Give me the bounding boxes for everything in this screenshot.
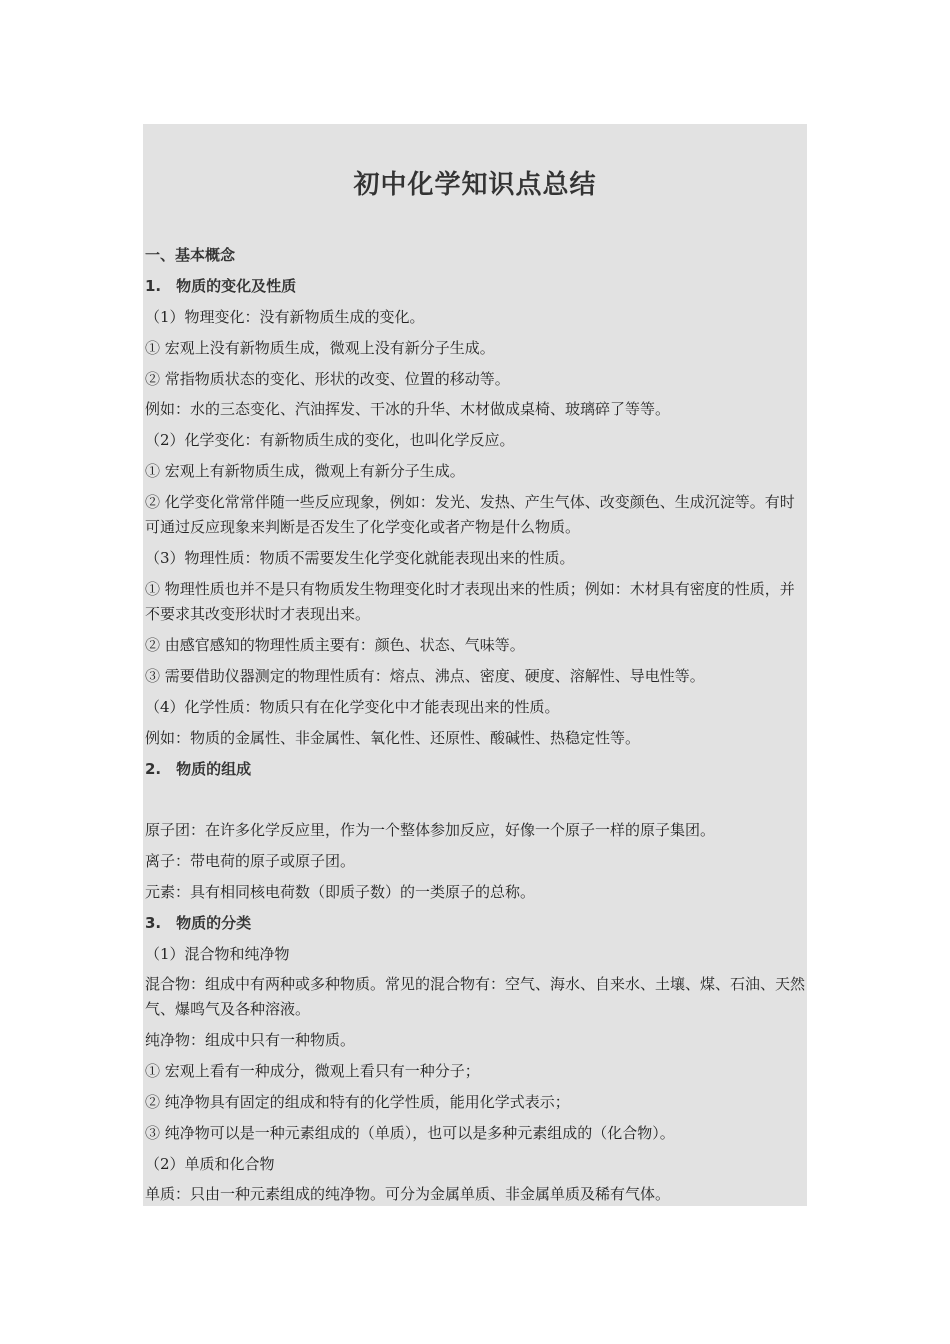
text-line: （2）化学变化：有新物质生成的变化，也叫化学反应。: [145, 431, 515, 449]
text-line: 例如：水的三态变化、汽油挥发、干冰的升华、木材做成桌椅、玻璃碎了等等。: [145, 400, 671, 418]
text-line: ① 宏观上没有新物质生成，微观上没有新分子生成。: [145, 339, 495, 357]
text-paragraph: ② 化学变化常常伴随一些反应现象，例如：发光、发热、产生气体、改变颜色、生成沉淀等。有时可通过反应现象来判断是否发生了化学变化或者产物是什么物质。: [145, 493, 795, 536]
text-paragraph: 混合物：组成中有两种或多种物质。常见的混合物有：空气、海水、自来水、土壤、煤、石油、天然气、爆鸣气及各种溶液。: [145, 975, 806, 1018]
document-title: 初中化学知识点总结: [353, 170, 597, 200]
text-paragraph: ① 物理性质也并不是只有物质发生物理变化时才表现出来的性质；例如：木材具有密度的性质，并不要求其改变形状时才表现出来。: [145, 580, 795, 623]
text-line: （3）物理性质：物质不需要发生化学变化就能表现出来的性质。: [145, 549, 575, 567]
text-line: （2）单质和化合物: [145, 1155, 275, 1173]
text-line: ② 纯净物具有固定的组成和特有的化学性质，能用化学式表示；: [145, 1093, 570, 1111]
text-line: ① 宏观上看有一种成分，微观上看只有一种分子；: [145, 1062, 480, 1080]
subsection-heading-classification: 3. 物质的分类: [145, 914, 252, 932]
text-line: ③ 需要借助仪器测定的物理性质有：熔点、沸点、密度、硬度、溶解性、导电性等。: [145, 667, 705, 685]
text-line: ② 常指物质状态的变化、形状的改变、位置的移动等。: [145, 370, 510, 388]
subsection-heading-composition: 2. 物质的组成: [145, 760, 252, 778]
text-line: （4）化学性质：物质只有在化学变化中才能表现出来的性质。: [145, 698, 560, 716]
text-line: ③ 纯净物可以是一种元素组成的（单质），也可以是多种元素组成的（化合物）。: [145, 1124, 675, 1142]
text-line: （1）混合物和纯净物: [145, 945, 290, 963]
text-line: ② 由感官感知的物理性质主要有：颜色、状态、气味等。: [145, 636, 525, 654]
text-line: （1）物理变化：没有新物质生成的变化。: [145, 308, 425, 326]
text-line: 离子：带电荷的原子或原子团。: [145, 852, 356, 870]
text-line: 例如：物质的金属性、非金属性、氧化性、还原性、酸碱性、热稳定性等。: [145, 729, 641, 747]
text-line: 元素：具有相同核电荷数（即质子数）的一类原子的总称。: [145, 883, 536, 901]
text-line: 原子团：在许多化学反应里，作为一个整体参加反应，好像一个原子一样的原子集团。: [145, 821, 716, 839]
text-line: ① 宏观上有新物质生成，微观上有新分子生成。: [145, 462, 465, 480]
subsection-heading-changes-and-properties: 1. 物质的变化及性质: [145, 277, 297, 295]
text-line: 纯净物：组成中只有一种物质。: [145, 1031, 356, 1049]
section-heading-basic-concepts: 一、基本概念: [145, 246, 236, 264]
text-line: 单质：只由一种元素组成的纯净物。可分为金属单质、非金属单质及稀有气体。: [145, 1185, 671, 1203]
